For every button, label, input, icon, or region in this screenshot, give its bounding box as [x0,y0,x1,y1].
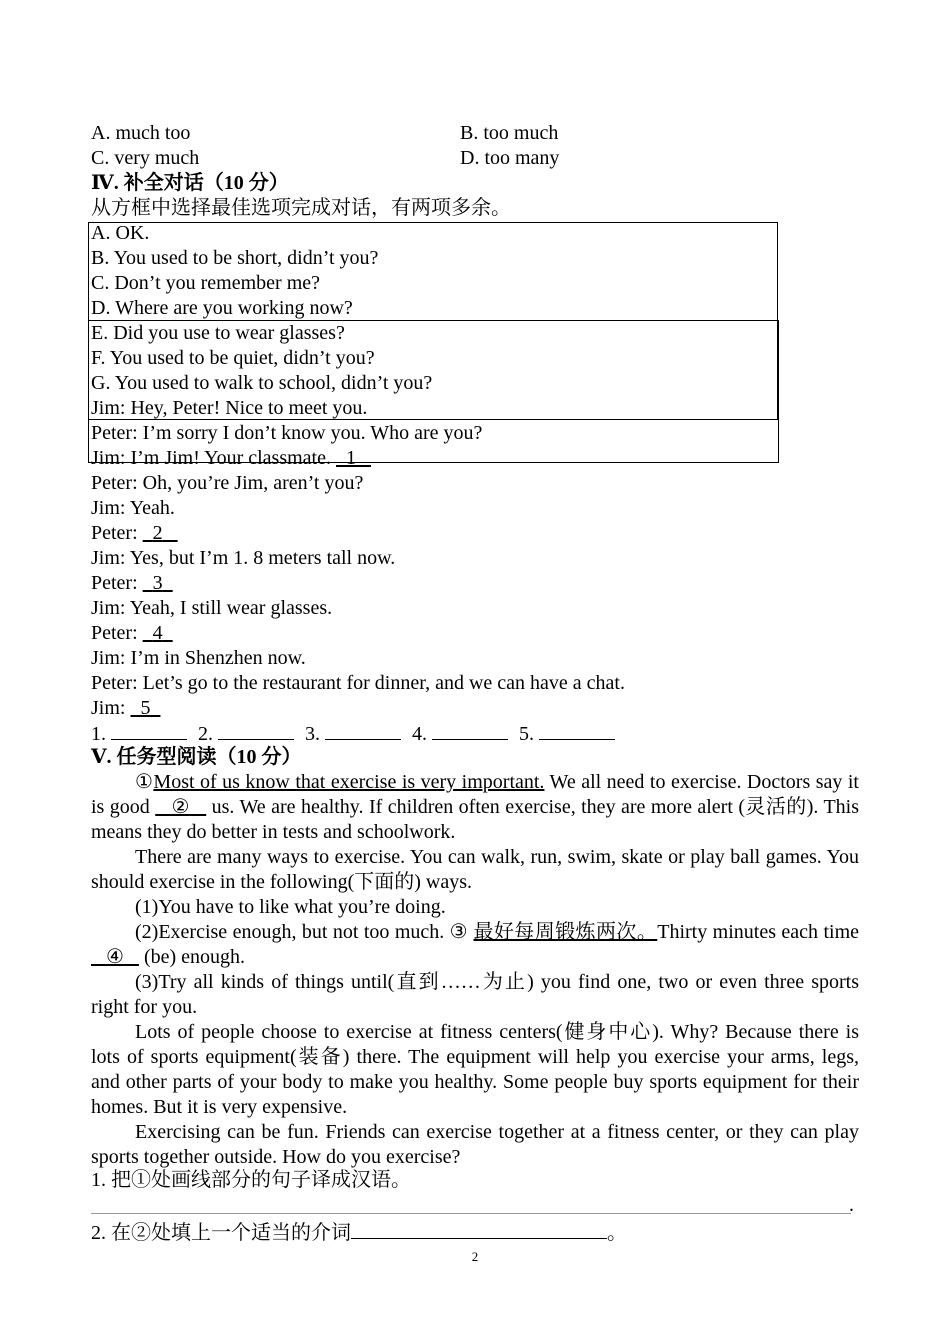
answer-blank-2[interactable] [218,721,294,740]
answer-blank-5[interactable] [539,721,615,740]
dialogue-line [91,571,173,596]
dialogue-line [91,596,332,621]
speaker: Jim: [91,497,130,519]
blank-2-circle[interactable]: ② [171,796,190,818]
dialogue-line [91,696,160,721]
speaker: Jim: [91,397,131,419]
speaker: Jim: [91,597,130,619]
line-text: Hey, Peter! Nice to meet you. [130,397,368,419]
speaker: Peter: [91,672,143,694]
dialogue-line [91,671,625,696]
blank-3[interactable]: 3 [152,572,163,594]
section5-heading: Ⅴ. 任务型阅读（10 分） [91,746,302,768]
choice-g: G. You used to walk to school, didn’t you? [91,372,433,394]
choice-d: D. Where are you working now? [91,297,353,319]
option-a: A. much too [91,122,191,144]
speaker: Peter: [91,472,143,494]
answer-label: 5. [519,723,534,745]
speaker: Peter: [91,422,143,444]
choice-e: E. Did you use to wear glasses? [91,322,345,344]
dialogue-line [91,471,363,496]
paragraph-1 [91,770,859,845]
choice-a: A. OK. [91,222,150,244]
section4-instruction: 从方框中选择最佳选项完成对话，有两项多余。 [91,197,511,219]
choice-b: B. You used to be short, didn’t you? [91,247,379,269]
question-2-end: 。 [607,1222,627,1244]
answer-label: 4. [412,723,427,745]
blank-4[interactable]: 4 [152,622,163,644]
text: (2)Exercise enough, but not too much. ③ [135,921,474,943]
dialogue-line [91,621,173,646]
answer-line-1[interactable] [91,1213,851,1214]
dialogue-line [91,546,395,571]
text: We all need to exercise. Doctors say it is good [91,771,859,818]
text: Thirty minutes each time [657,921,860,943]
dialogue-line [91,496,175,521]
speaker: Jim: [91,447,131,469]
choice-f: F. You used to be quiet, didn’t you? [91,347,375,369]
answer-blank-4[interactable] [432,721,508,740]
answer-blank-3[interactable] [325,721,401,740]
paragraph-5: (3)Try all kinds of things until(直到……为止) you find one, two or even three sports right for you. [91,971,859,1018]
underlined-sentence: Most of us know that exercise is very important. [153,771,545,793]
choice-c: C. Don’t you remember me? [91,272,321,294]
answer-label: 2. [198,723,213,745]
dialogue-line [91,646,306,671]
answer-line-end: . [849,1194,854,1216]
dialogue-line [91,446,371,471]
answer-label: 3. [305,723,320,745]
page-number: 2 [471,1249,479,1264]
line-text: Let’s go to the restaurant for dinner, and we can have a chat. [142,672,625,694]
speaker: Peter: [91,522,143,544]
option-b: B. too much [460,122,559,144]
option-d: D. too many [460,147,560,169]
dialogue-line [91,396,367,421]
section4-heading: Ⅳ. 补全对话（10 分） [91,172,289,194]
text: (be) enough. [138,946,246,968]
speaker: Jim: [91,697,131,719]
line-text: Yes, but I’m 1. 8 meters tall now. [129,547,396,569]
dialogue-line [91,421,482,446]
answer-blank-1[interactable] [111,721,187,740]
option-c: C. very much [91,147,200,169]
text: us. We are healthy. If children often exercise, they are more alert (灵活的). This means they do better in tests and schoolwork. [91,796,860,843]
line-text: Yeah, I still wear glasses. [129,597,333,619]
paragraph-2: There are many ways to exercise. You can walk, run, swim, skate or play ball games. You should exercise in the following(下面的) ways. [91,846,859,893]
paragraph-3: (1)You have to like what you’re doing. [135,896,446,918]
blank-2[interactable]: 2 [152,522,163,544]
blank-4-circle[interactable]: ④ [106,946,124,968]
line-text: Yeah. [129,497,175,519]
speaker: Peter: [91,572,143,594]
speaker: Jim: [91,547,130,569]
question-2 [91,1218,627,1243]
dialogue-line [91,521,178,546]
speaker: Peter: [91,622,143,644]
blank-5[interactable]: 5 [140,697,151,719]
answer-row [91,721,621,746]
question-2-label: 2. 在②处填上一个适当的介词 [91,1222,351,1244]
line-text: I’m in Shenzhen now. [130,647,306,669]
question-1: 1. 把①处画线部分的句子译成汉语。 [91,1169,411,1191]
answer-blank-q2[interactable] [351,1218,607,1239]
mark-1: ① [135,771,154,793]
underlined-chinese: 最好每周锻炼两次。 [473,921,658,943]
paragraph-7: Exercising can be fun. Friends can exercise together at a fitness center, or they can play sports together outside. How do you exercise? [91,1121,859,1168]
blank-1[interactable]: 1 [346,447,356,469]
line-text: I’m sorry I don’t know you. Who are you? [142,422,483,444]
paragraph-4 [91,920,859,970]
line-text: I’m Jim! Your classmate. [130,447,336,469]
speaker: Jim: [91,647,131,669]
paragraph-6: Lots of people choose to exercise at fitness centers(健身中心). Why? Because there is lots of sports equipment(装备) there. The equipment will help you exercise your arms, legs, and other parts of your body to make you healthy. Some people buy sports equipment for their homes. But it is very expensive. [91,1021,859,1118]
line-text: Oh, you’re Jim, aren’t you? [142,472,364,494]
answer-label: 1. [91,723,106,745]
